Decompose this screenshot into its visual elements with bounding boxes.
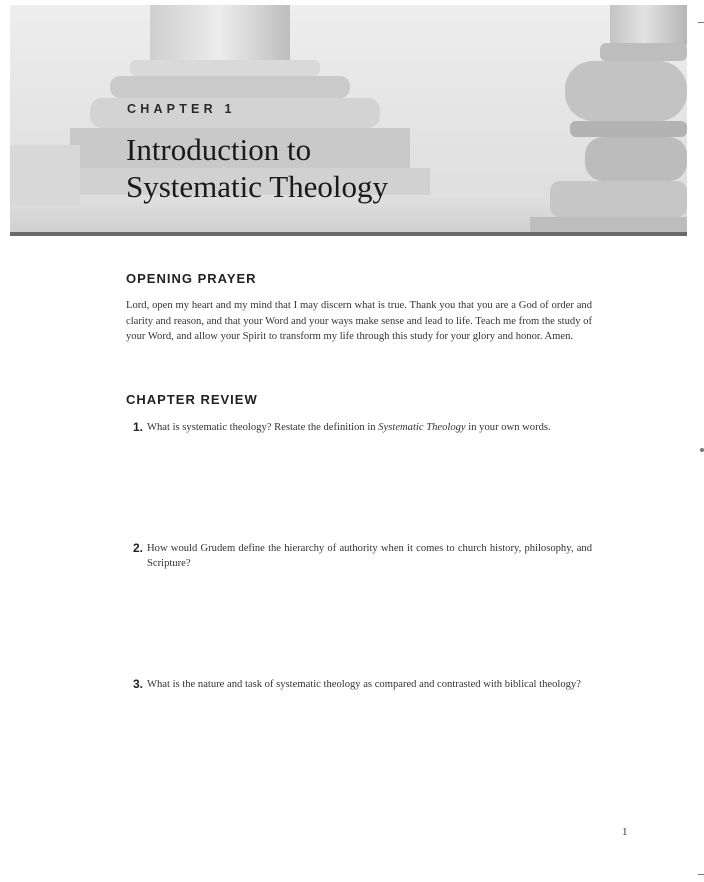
opening-prayer-text: Lord, open my heart and my mind that I may discern what is true. Thank you that you are a God of order and clarity and reason, and that your Word and your ways make sense and lead to life. Teach me from the study of your Word, and allow your Spirit to transform my life through this study for your glory and honor. Amen. [126, 300, 592, 342]
opening-prayer-heading: OPENING PRAYER [126, 271, 257, 286]
chapter-title [126, 131, 526, 205]
question-number: 1. [133, 420, 144, 434]
review-question-1 [126, 420, 592, 435]
header-divider [10, 232, 687, 236]
chapter-review-heading: CHAPTER REVIEW [126, 392, 258, 407]
question-text: How would Grudem define the hierarchy of authority when it comes to church history, philosophy, and Scripture? [147, 543, 592, 569]
crop-mark [698, 874, 704, 875]
page-number: 1 [622, 826, 628, 838]
review-question-3 [126, 677, 592, 692]
crop-mark [700, 448, 704, 452]
crop-mark [698, 22, 704, 23]
chapter-title-line-2: Systematic Theology [126, 169, 389, 204]
chapter-label: CHAPTER 1 [127, 102, 236, 116]
question-number: 2. [133, 541, 144, 555]
question-text: What is systematic theology? Restate the definition in Systematic Theology in your own words. [147, 422, 551, 433]
review-question-2 [126, 541, 592, 571]
chapter-title-line-1: Introduction to [126, 132, 312, 167]
book-title: Systematic Theology [378, 422, 466, 433]
question-text: What is the nature and task of systematic theology as compared and contrasted with biblical theology? [147, 679, 581, 690]
question-number: 3. [133, 677, 144, 691]
